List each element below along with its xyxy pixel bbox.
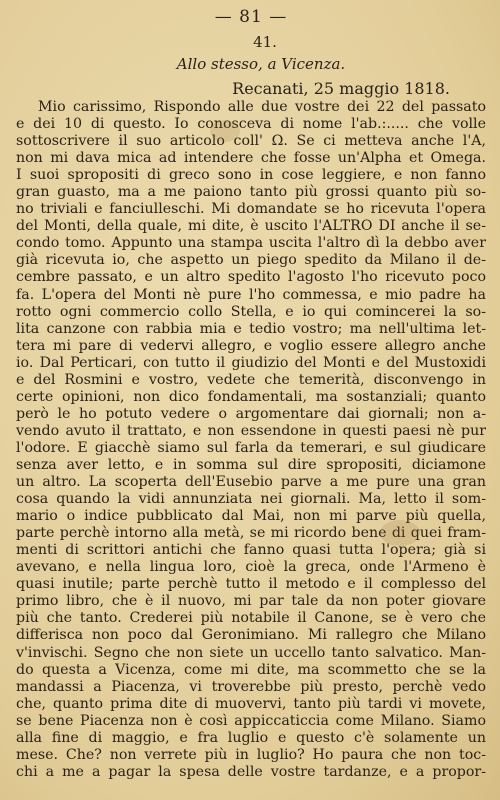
- text-line: mario o indice pubblicato dal Mai, non mi parve più quella,: [16, 508, 486, 525]
- text-line: differisca non poco dal Geronimiano. Mi rallegro che Milano: [16, 627, 486, 644]
- text-line: avevano, e nella lingua loro, cioè la greca, onde l'Armeno è: [16, 559, 486, 576]
- letter-number: 41.: [253, 33, 277, 51]
- text-line: fa. L'opera del Monti nè pure l'ho commessa, e mio padre ha: [16, 286, 486, 303]
- text-line: chi a me a pagar la spesa delle vostre tardanze, e a propor-: [16, 763, 486, 780]
- text-line: vendo avuto il trattato, e non essendone in questi paesi nè pur: [16, 422, 486, 439]
- text-line: del Monti, della quale, mi dite, è uscito l'ALTRO DI anche il se-: [16, 218, 486, 235]
- text-line: condo tomo. Appunto una stampa uscita l'altro dì la debbo aver: [16, 235, 486, 252]
- paper-stain: [380, 520, 420, 546]
- text-line: no triviali e fanciulleschi. Mi domandate se ho ricevuta l'opera: [16, 201, 486, 218]
- text-line: lita canzone con rabbia mia e tedio vostro; ma nell'ultima let-: [16, 320, 486, 337]
- text-line: sottoscrivere il suo articolo coll' Ω. Se ci metteva anche l'A,: [16, 133, 486, 150]
- text-line: io. Dal Perticari, con tutto il giudizio del Monti e del Mustoxidi: [16, 354, 486, 371]
- text-line: Mio carissimo, Rispondo alle due vostre dei 22 del passato: [38, 99, 486, 115]
- text-line: e del Rosmini e vostro, vedete che temerità, disconvengo in: [16, 371, 486, 388]
- letter-body: [16, 99, 486, 781]
- text-line: cosa quando la vidi annunziata nei giornali. Ma, letto il som-: [16, 491, 486, 508]
- text-line: non mi dava mica ad intendere che fosse un'Alpha et Omega.: [16, 150, 486, 167]
- text-line: I suoi spropositi di greco sono in cose leggiere, e non fanno: [16, 167, 486, 184]
- text-line: gran guasto, ma a me paiono tanto più grossi quanto più so-: [16, 184, 486, 201]
- text-line: parte perchè intorno alla metà, se mi ricordo bene di quei fram-: [16, 525, 486, 542]
- text-line: alla fine di maggio, e fra luglio e questo c'è solamente un: [16, 729, 486, 746]
- text-line: più che tanto. Crederei più notabile il Canone, se è vero che: [16, 610, 486, 627]
- text-line: mandassi a Piacenza, vi troverebbe più presto, perchè vedo: [16, 678, 486, 695]
- paper-stain: [210, 120, 240, 142]
- text-line: mese. Che? non verrete più in luglio? Ho paura che non toc-: [16, 746, 486, 763]
- text-line: senza aver letto, e in somma sul dire spropositi, diciamone: [16, 456, 486, 473]
- letter-heading: Allo stesso, a Vicenza.: [176, 55, 346, 73]
- text-line: primo libro, che è il nuovo, mi par tale da non poter giovare: [16, 593, 486, 610]
- text-line: menti di scrittori antichi che fanno quasi tutta l'opera; già si: [16, 542, 486, 559]
- text-line: che, quanto prima dite di muovervi, tanto più tardi vi movete,: [16, 695, 486, 712]
- text-line: do questa a Vicenza, come mi dite, ma scommetto che se la: [16, 661, 486, 678]
- place-date: Recanati, 25 maggio 1818.: [232, 79, 450, 98]
- text-line: e dei 10 di questo. Io conosceva di nome l'ab.:..... che volle: [16, 116, 486, 133]
- page-number: — 81 —: [214, 7, 288, 27]
- text-line: cembre passato, e un altro spedito l'agosto l'ho ricevuto poco: [16, 269, 486, 286]
- text-line: l'odore. E giacchè siamo sul farla da temerari, e sul giudicare: [16, 439, 486, 456]
- text-line: quasi inutile; parte perchè tutto il metodo e il complesso del: [16, 576, 486, 593]
- text-line: se bene Piacenza non è così appiccaticcia come Milano. Siamo: [16, 712, 486, 729]
- text-line: però le ho potuto vedere o argomentare dai giornali; non a-: [16, 405, 486, 422]
- text-line: certe opinioni, non dico fondamentali, ma sostanziali; quanto: [16, 388, 486, 405]
- text-line: tera mi pare di vedervi allegro, e voglio essere allegro anche: [16, 337, 486, 354]
- text-line: v'invischi. Segno che non siete un uccello tanto salvatico. Man-: [16, 644, 486, 661]
- text-line: già ricevuta io, che aspetto un piego spedito da Milano il de-: [16, 252, 486, 269]
- text-line: un altro. La scoperta dell'Eusebio parve a me pure una gran: [16, 474, 486, 491]
- text-line: rotto ogni commercio collo Stella, e io qui comincerei la so-: [16, 303, 486, 320]
